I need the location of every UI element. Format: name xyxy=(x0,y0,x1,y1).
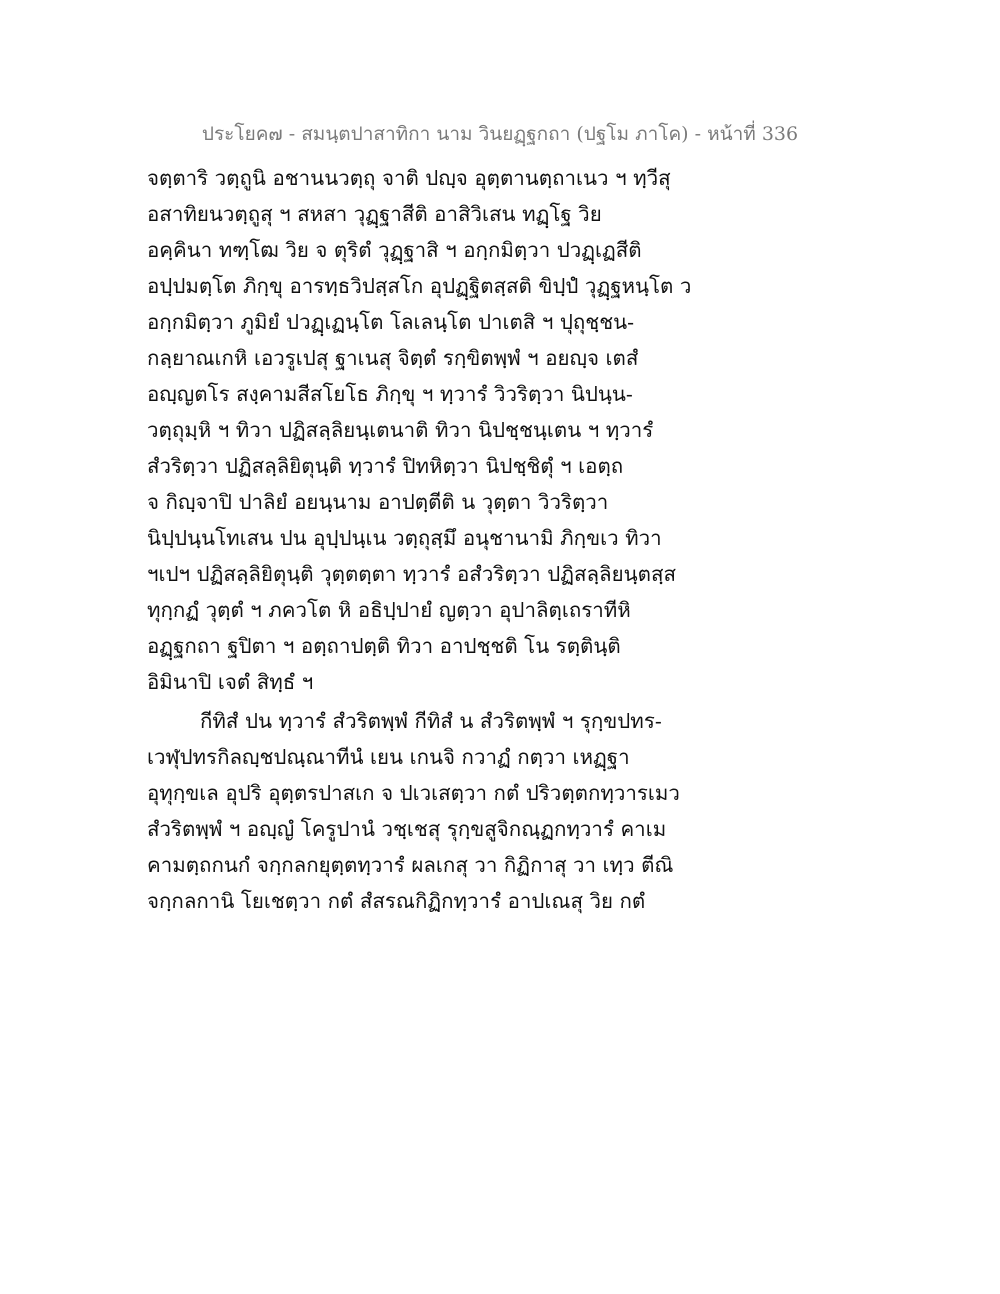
text-line: จตฺตาริ วตฺถูนิ อชานนวตฺถุ จาติ ปญฺจ อุตฺตานตฺถาเนว ฯ ทฺวีสุ xyxy=(147,166,671,190)
running-header: ประโยค๗ - สมนฺตปาสาทิกา นาม วินยฏฺฐกถา (ปฐโม ภาโค) - หน้าที่ 336 xyxy=(201,123,799,145)
text-line: สํวริตฺวา ปฏิสลฺลิยิตุนฺติ ทฺวารํ ปิทหิตฺวา นิปชฺชิตุํ ฯ เอตฺถ xyxy=(147,454,624,478)
text-line: วตฺถุมฺหิ ฯ ทิวา ปฏิสลฺลิยนฺเตนาติ ทิวา นิปชฺชนฺเตน ฯ ทฺวารํ xyxy=(147,418,654,442)
paragraph xyxy=(147,160,707,700)
text-line: ทุกฺกฏํ วุตฺตํ ฯ ภควโต หิ อธิปฺปายํ ญตฺวา อุปาลิตฺเถราทีหิ xyxy=(147,598,631,622)
text-line: คามตฺถกนกํ จกฺกลกยุตฺตทฺวารํ ผลเกสุ วา กิฏิกาสุ วา เทฺว ตีณิ xyxy=(147,853,674,877)
text-line: กลฺยาณเกหิ เอวรูเปสุ ฐาเนสุ จิตฺตํ รกฺขิตพฺพํ ฯ อยญฺจ เตสํ xyxy=(147,346,639,370)
text-line: นิปฺปนฺนโทเสน ปน อุปฺปนฺเน วตฺถุสฺมึ อนุชานามิ ภิกฺขเว ทิวา xyxy=(147,526,662,550)
text-line: ฯเปฯ ปฏิสลฺลิยิตุนฺติ วุตฺตตฺตา ทฺวารํ อสํวริตฺวา ปฏิสลฺลิยนฺตสฺส xyxy=(147,562,676,586)
text-line: อปฺปมตฺโต ภิกฺขุ อารทฺธวิปสฺสโก อุปฏฺฐิตสฺสติ ขิปฺปํ วุฏฺฐหนฺโต ว xyxy=(147,274,692,298)
text-line: สํวริตพฺพํ ฯ อญฺญํ โครูปานํ วชฺเชสุ รุกฺขสูจิกณฺฏกทฺวารํ คาเม xyxy=(147,817,667,841)
text-line: อคฺคินา ทฑฺโฒ วิย จ ตุริตํ วุฏฺฐาสิ ฯ อกฺกมิตฺวา ปวฏฺเฏสีติ xyxy=(147,238,642,262)
text-line: อุทุกฺขเล อุปริ อุตฺตรปาสเก จ ปเวเสตฺวา กตํ ปริวตฺตกทฺวารเมว xyxy=(147,781,680,805)
text-line: อิมินาปิ เจตํ สิทฺธํ ฯ xyxy=(147,670,314,694)
text-line: อญฺญตโร สงฺคามสีสโยโธ ภิกฺขุ ฯ ทฺวารํ วิวริตฺวา นิปนฺน- xyxy=(147,382,633,406)
paragraph xyxy=(147,703,707,919)
text-line: เวฬุปทรกิลญฺชปณฺณาทีนํ เยน เกนจิ กวาฏํ กตฺวา เหฏฺฐา xyxy=(147,745,630,769)
text-line: อกฺกมิตฺวา ภูมิยํ ปวฏฺเฏนฺโต โลเลนฺโต ปาเตสิ ฯ ปุถุชฺชน- xyxy=(147,310,635,334)
text-line-indented: กีทิสํ ปน ทฺวารํ สํวริตพฺพํ กีทิสํ น สํวริตพฺพํ ฯ รุกฺขปทร- xyxy=(200,709,662,733)
body-text xyxy=(147,160,707,919)
text-line: จกฺกลกานิ โยเชตฺวา กตํ สํสรณกิฏิกทฺวารํ อาปเณสุ วิย กตํ xyxy=(147,889,646,913)
text-line: อสาทิยนวตฺถูสุ ฯ สหสา วุฏฺฐาสีติ อาสิวิเสน ทฏฺโฐ วิย xyxy=(147,202,602,226)
text-line: จ กิญฺจาปิ ปาลิยํ อยนฺนาม อาปตฺตีติ น วุตฺตา วิวริตฺวา xyxy=(147,490,609,514)
text-line: อฏฺฐกถา ฐปิตา ฯ อตฺถาปตฺติ ทิวา อาปชฺชติ โน รตฺตินฺติ xyxy=(147,634,621,658)
